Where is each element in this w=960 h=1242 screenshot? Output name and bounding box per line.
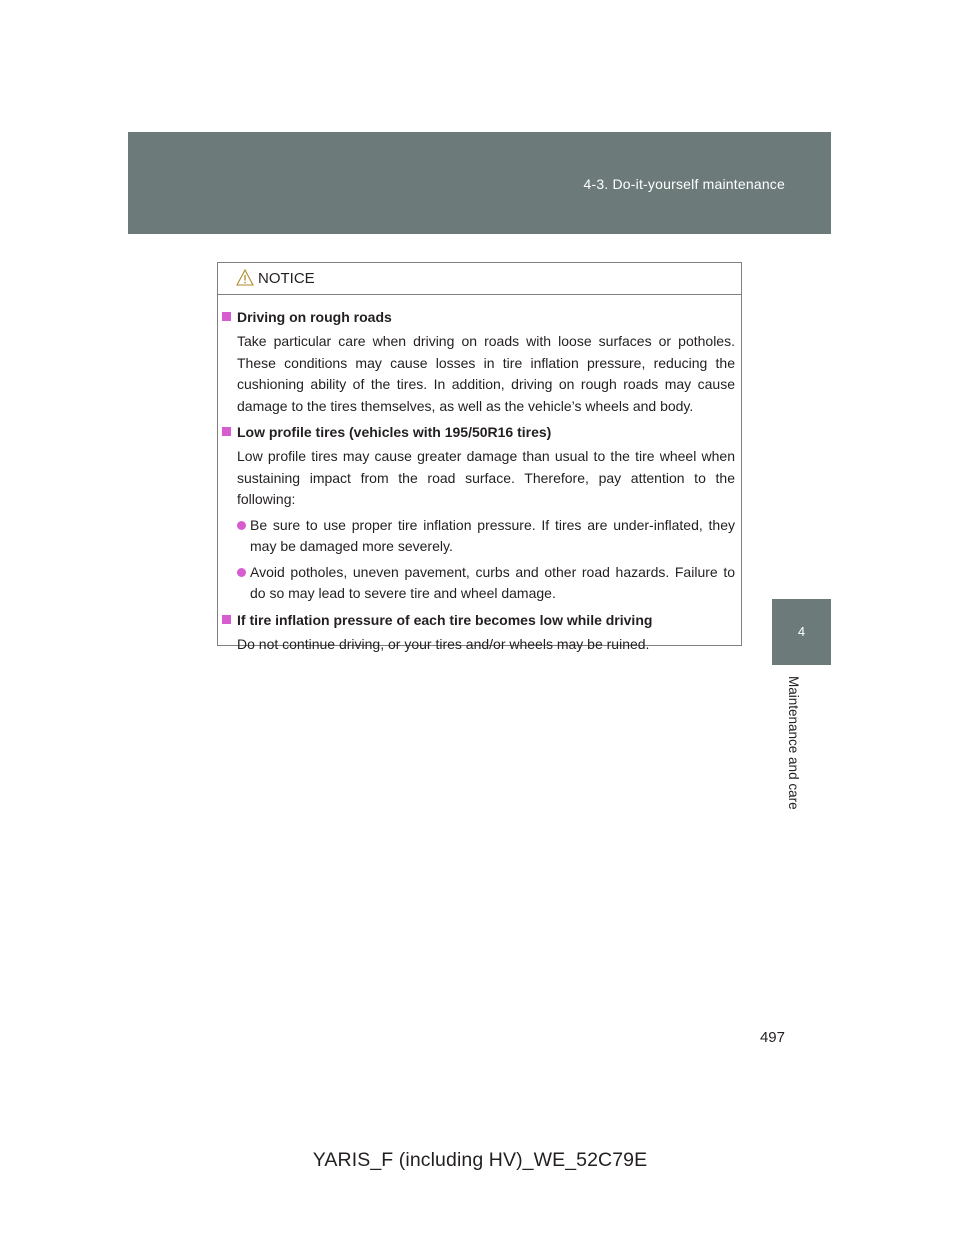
list-item: [218, 562, 735, 605]
notice-body: [218, 295, 741, 655]
notice-header: [218, 263, 741, 295]
topic-heading-text: Driving on rough roads: [237, 309, 392, 325]
topic-heading: [218, 610, 735, 630]
document-footer: YARIS_F (including HV)_WE_52C79E: [312, 1149, 648, 1171]
page-number: 497: [759, 1029, 785, 1046]
square-bullet-icon: [222, 615, 231, 624]
header-band: [128, 132, 831, 234]
warning-triangle-icon: [236, 269, 254, 291]
round-bullet-icon: [237, 521, 246, 530]
notice-title: NOTICE: [258, 270, 315, 287]
chapter-tab: [772, 599, 831, 665]
topic-paragraph: Take particular care when driving on roads with loose surfaces or potholes. These conditions may cause losses in tire inflation pressure, reducing the cushioning ability of the tires. In addition, driving on rough roads may cause damage to the tires themselves, as well as the vehicle’s wheels and body.: [237, 333, 735, 414]
topic-heading: [218, 422, 735, 442]
topic-heading-text: If tire inflation pressure of each tire becomes low while driving: [237, 611, 653, 628]
square-bullet-icon: [222, 427, 231, 436]
list-item: [218, 515, 735, 558]
chapter-number: 4: [797, 624, 806, 639]
list-item-text: Be sure to use proper tire inflation pressure. If tires are under-inflated, they may be damaged more severely.: [250, 516, 735, 554]
round-bullet-icon: [237, 568, 246, 577]
topic-heading: [218, 307, 735, 327]
section-title: 4-3. Do-it-yourself maintenance: [583, 176, 785, 192]
notice-box: [217, 262, 742, 652]
chapter-label: Maintenance and care: [786, 676, 801, 810]
square-bullet-icon: [222, 312, 231, 321]
topic-heading-text: Low profile tires (vehicles with 195/50R16 tires): [237, 424, 552, 440]
topic-paragraph: Low profile tires may cause greater damage than usual to the tire wheel when sustaining impact from the road surface. Therefore, pay attention to the following:: [237, 448, 735, 507]
list-item-text: Avoid potholes, uneven pavement, curbs and other road hazards. Failure to do so may lead to severe tire and wheel damage.: [250, 563, 735, 601]
topic-paragraph: Do not continue driving, or your tires and/or wheels may be ruined.: [237, 635, 650, 652]
